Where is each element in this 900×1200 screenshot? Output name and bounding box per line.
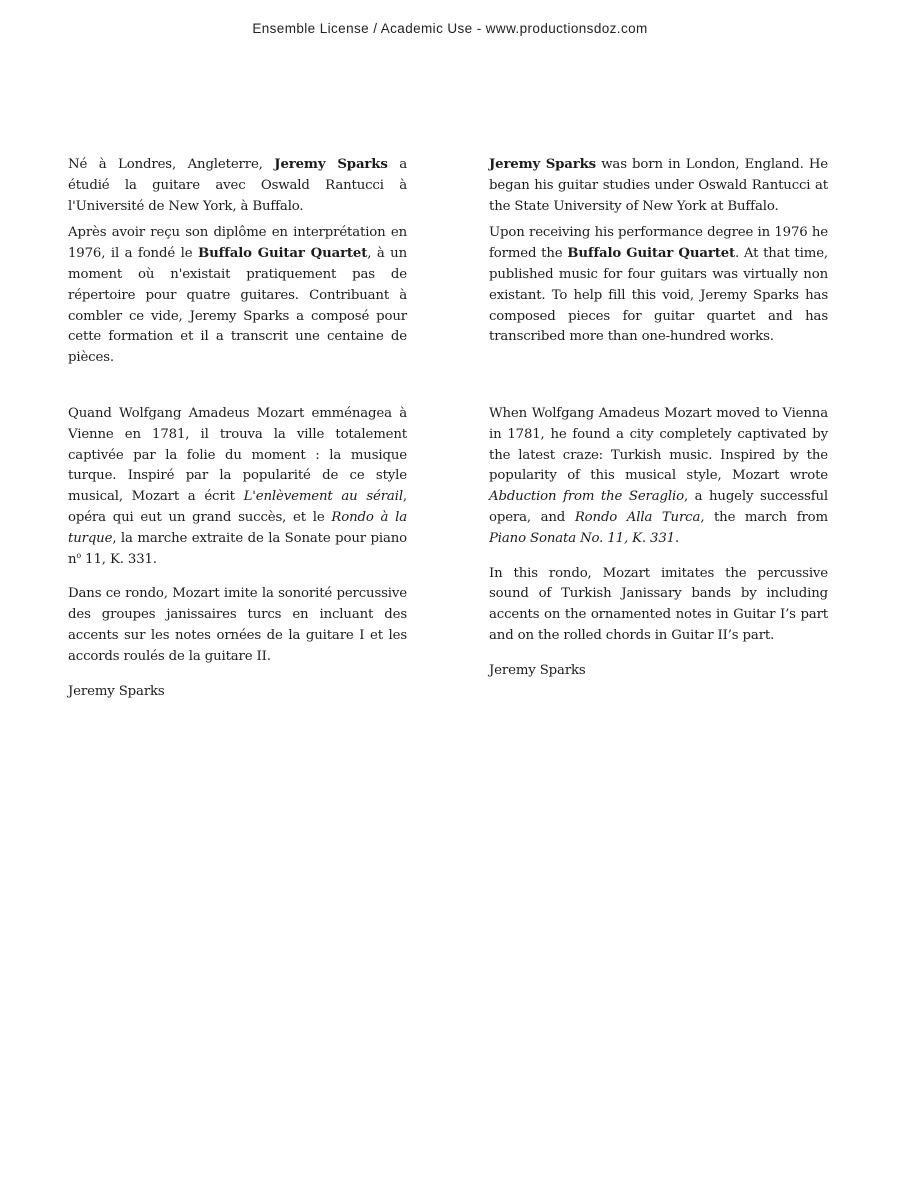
notes-fr-p1-text-d: 11, K. 331.	[81, 551, 157, 567]
notes-en-p1-text-c: the march from	[704, 509, 828, 525]
bio-en-p1-text: was born in London, England. He began his guitar studies under Oswald Rantucci at the State University of New York at Buffalo.	[489, 157, 828, 214]
bio-en-p2-text-cont: . At that time, published music for four guitars was virtually non existant. To help fill this void, Jeremy Sparks has composed pieces for guitar quartet and has transcribed more than one-hundred works.	[489, 246, 828, 345]
notes-fr-paragraph-2: Dans ce rondo, Mozart imite la sonorité percussive des groupes janissaires turcs en incluant des accents sur les notes ornées de la guitare I et les accords roulés de la guitare II.	[68, 586, 407, 664]
notes-fr-paragraph-1	[68, 404, 407, 570]
signature: Jeremy Sparks	[489, 662, 586, 678]
notes-en-p1-text: When Wolfgang Amadeus Mozart moved to Vienna in 1781, he found a city completely captivated by the latest craze: Turkish music. Inspired by the popularity of this musical style, Mozart wrote	[489, 406, 828, 484]
bio-fr-p2-text-cont: , à un moment où n'existait pratiquement pas de répertoire pour quatre guitares. Contribuant à combler ce vide, Jeremy Sparks a composé pour cette formation et il a transcrit une centaine de pièces.	[68, 246, 407, 366]
program-notes-english	[489, 404, 828, 688]
composer-name-bold: Jeremy Sparks	[489, 157, 597, 172]
bio-fr-p2-text: Après avoir reçu son diplôme en interprétation en 1976, il a fondé le	[68, 225, 407, 262]
notes-en-p1-text-d: .	[674, 530, 680, 546]
signature: Jeremy Sparks	[68, 683, 165, 699]
bio-fr-p1-text: Né à Londres, Angleterre,	[68, 157, 275, 172]
opera-title-italic: Abduction from the Seraglio	[489, 489, 684, 505]
bio-en-paragraph-1	[489, 155, 828, 217]
bio-fr-paragraph-2	[68, 223, 407, 369]
rondo-title-italic: Rondo à la turque	[68, 509, 407, 546]
notes-fr-p1-text: Quand Wolfgang Amadeus Mozart emménagea à Vienne en 1781, il trouva la ville totalement captivée par la folie du moment : la musique turque. Inspiré par la popularité de ce style musical, Mozart a écrit	[68, 406, 407, 505]
biography-french	[68, 155, 407, 375]
bio-en-p2-text: Upon receiving his performance degree in 1976 he formed the	[489, 225, 828, 262]
numero-superscript: o	[76, 550, 82, 560]
license-header: Ensemble License / Academic Use - www.productionsdoz.com	[252, 21, 648, 36]
notes-fr-p1-text-c: , la marche extraite de la Sonate pour piano n	[68, 530, 407, 567]
quartet-name-bold: Buffalo Guitar Quartet	[197, 246, 368, 262]
biography-english	[489, 155, 828, 354]
opera-title-italic: L'enlèvement au sérail	[243, 489, 403, 505]
bio-fr-p1-text-cont: a étudié la guitare avec Oswald Rantucci à l'Université de New York, à Buffalo.	[68, 157, 407, 214]
quartet-name-bold: Buffalo Guitar Quartet	[567, 246, 735, 262]
composer-name-bold: Jeremy Sparks	[274, 157, 388, 172]
notes-en-paragraph-2: In this rondo, Mozart imitates the percussive sound of Turkish Janissary bands by including accents on the ornamented notes in Guitar I’s part and on the rolled chords in Guitar II’s part.	[489, 565, 828, 643]
bio-fr-paragraph-1	[68, 155, 407, 217]
notes-fr-p1-text-b: , opéra qui eut un grand succès, et le	[68, 489, 407, 525]
rondo-title-italic: Rondo Alla Turca,	[574, 509, 705, 525]
notes-en-p1-text-b: , a hugely successful opera, and	[489, 489, 829, 525]
bio-en-paragraph-2	[489, 223, 828, 348]
sonata-title-italic: Piano Sonata No. 11, K. 331	[489, 530, 675, 546]
notes-en-paragraph-1	[489, 404, 828, 550]
program-notes-french	[68, 404, 407, 708]
